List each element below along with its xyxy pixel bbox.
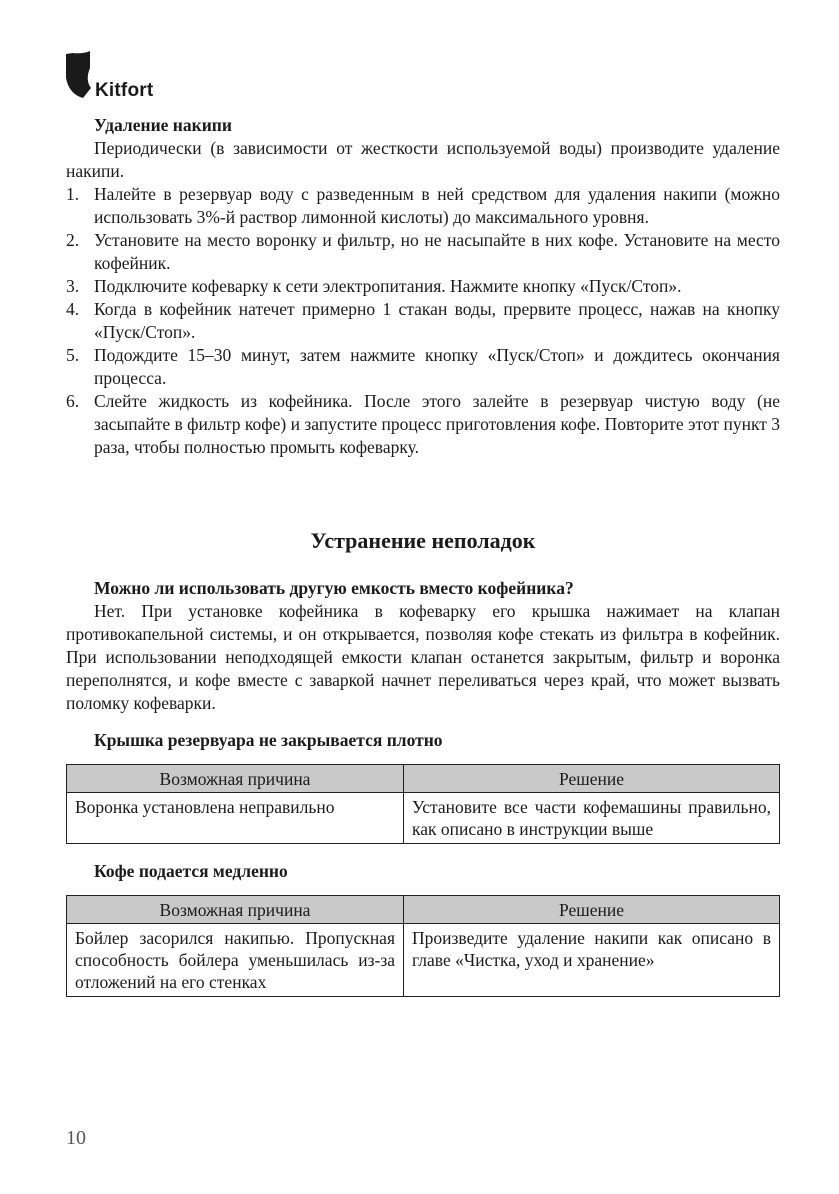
troubleshooting-table <box>66 764 780 844</box>
column-header-cause: Возможная причина <box>67 896 404 924</box>
table-header-row <box>67 896 780 924</box>
list-item: 3. Подключите кофеварку к сети электропитания. Нажмите кнопку «Пуск/Стоп». <box>66 276 682 296</box>
descaling-heading: Удаление накипи <box>94 115 232 135</box>
list-item: 4. Когда в кофейник натечет примерно 1 стакан воды, прервите процесс, нажав на кнопку «Пуск/Стоп». <box>66 299 780 342</box>
list-item: 6. Слейте жидкость из кофейника. После этого залейте в резервуар чистую воду (не засыпайте в фильтр кофе) и запустите процесс приготовления кофе. Повторите этот пункт 3 раза, чтобы полностью промыть кофеварку. <box>66 391 780 457</box>
table-row <box>67 793 780 844</box>
troubleshooting-table <box>66 895 780 997</box>
cause-cell: Воронка установлена неправильно <box>67 793 404 844</box>
list-item: 1. Налейте в резервуар воду с разведенным в ней средством для удаления накипи (можно использовать 3%-й раствор лимонной кислоты) до максимального уровня. <box>66 184 780 227</box>
column-header-cause: Возможная причина <box>67 765 404 793</box>
list-item: 5. Подождите 15–30 минут, затем нажмите кнопку «Пуск/Стоп» и дождитесь окончания процесса. <box>66 345 780 388</box>
page-number: 10 <box>66 1127 86 1149</box>
cause-cell: Бойлер засорился накипью. Пропускная способность бойлера уменьшилась из-за отложений на его стенках <box>67 924 404 997</box>
descaling-steps <box>66 183 780 459</box>
faq-question: Можно ли использовать другую емкость вместо кофейника? <box>94 578 574 598</box>
solution-cell: Установите все части кофемашины правильно, как описано в инструкции выше <box>404 793 780 844</box>
table-header-row <box>67 765 780 793</box>
problem-title: Кофе подается медленно <box>94 861 288 881</box>
solution-cell: Произведите удаление накипи как описано в главе «Чистка, уход и хранение» <box>404 924 780 997</box>
descaling-intro: Периодически (в зависимости от жесткости используемой воды) производите удаление накипи. <box>66 138 780 181</box>
document-body <box>66 114 780 997</box>
column-header-solution: Решение <box>404 765 780 793</box>
problem-title: Крышка резервуара не закрывается плотно <box>94 730 443 750</box>
list-item: 2. Установите на место воронку и фильтр, но не насыпайте в них кофе. Установите на место кофейник. <box>66 230 780 273</box>
brand-name: Kitfort <box>95 80 154 101</box>
faq-answer: Нет. При установке кофейника в кофеварку его крышка нажимает на клапан противокапельной системы, и он открывается, позволяя кофе стекать из фильтра в кофейник. При использовании неподходящей емкости клапан останется закрытым, фильтр и воронка переполнятся, и кофе вместе с заваркой начнет переливаться через край, что может вызвать поломку кофеварки. <box>66 601 780 713</box>
table-row <box>67 924 780 997</box>
section-title: Устранение неполадок <box>310 528 536 553</box>
column-header-solution: Решение <box>404 896 780 924</box>
